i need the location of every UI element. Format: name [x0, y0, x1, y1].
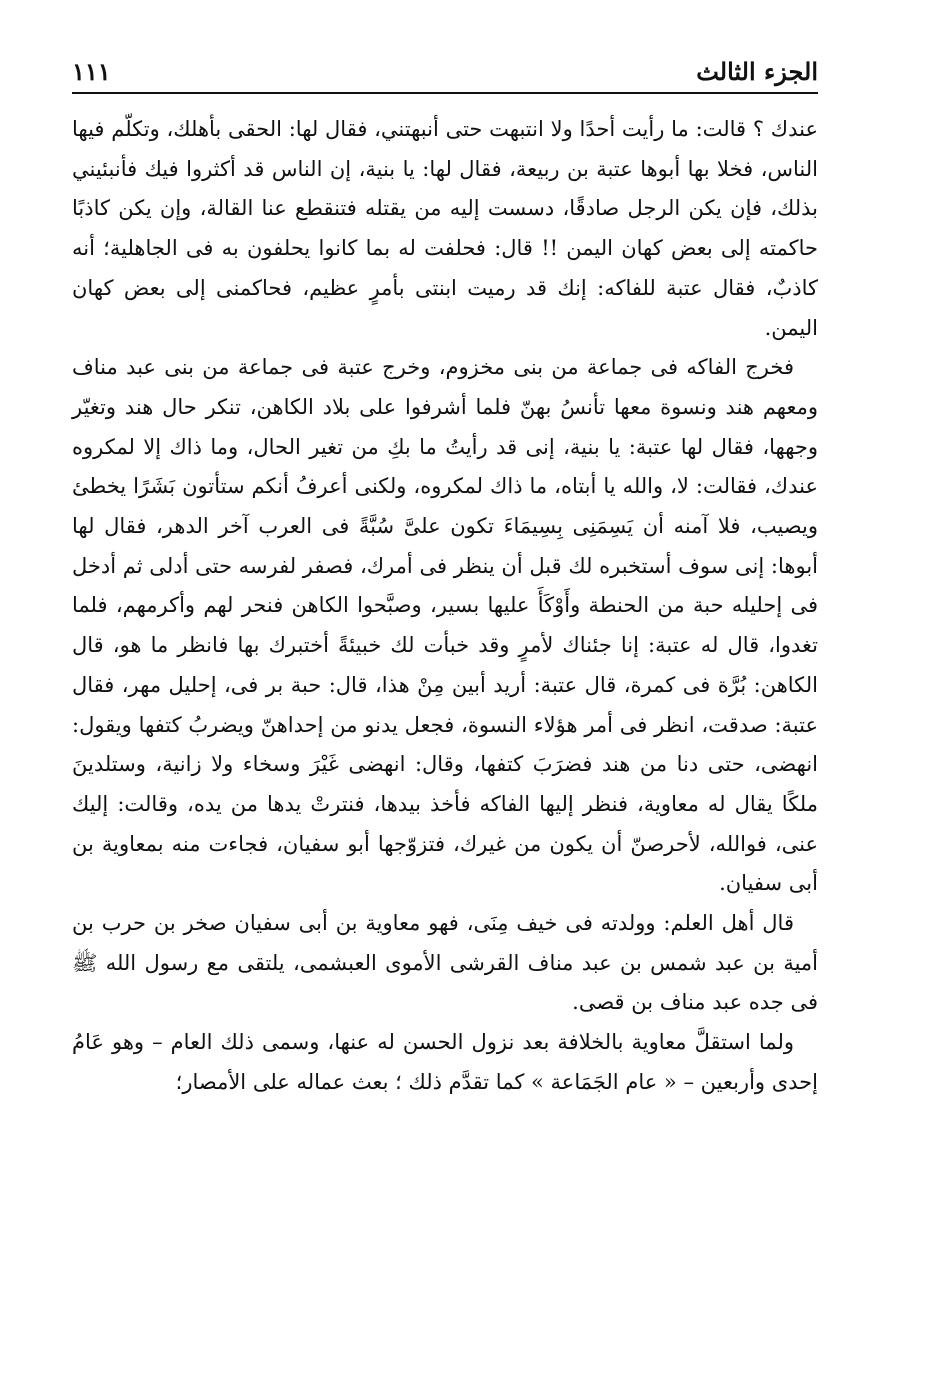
paragraph: عندك ؟ قالت: ما رأيت أحدًا ولا انتبهت حتى أنبهتني، فقال لها: الحقى بأهلك، وتكلّم فيها الناس، فخلا بها أبوها عتبة بن ربيعة، فقال لها: يا بنية، إن الناس قد أكثروا فيك فأنبئيني بذلك، فإن يكن الرجل صادقًا، دسست إليه من يقتله فتنقطع عنا القالة، وإن يكن كاذبًا حاكمته إلى بعض كهان اليمن !! قال: فحلفت له بما كانوا يحلفون به فى الجاهلية؛ أنه كاذبٌ، فقال عتبة للفاكه: إنك قد رميت ابنتى بأمرٍ عظيم، فحاكمنى إلى بعض كهان اليمن. [72, 117, 818, 340]
header-rule [72, 92, 818, 94]
paragraph: فخرج الفاكه فى جماعة من بنى مخزوم، وخرج عتبة فى جماعة من بنى عبد مناف ومعهم هند ونسوة معها تأنسُ بهنّ فلما أشرفوا على بلاد الكاهن، تنكر حال هند وتغيّر وجهها، فقال لها عتبة: يا بنية، إنى قد رأيتُ ما بكِ من تغير الحال، وما ذاك إلا لمكروه عندك، فقالت: لا، والله يا أبتاه، ما ذاك لمكروه، ولكنى أعرفُ أنكم ستأتون بَشَرًا يخطئ ويصيب، فلا آمنه أن يَسِمَنِى بِسِيمَاءَ تكون علىَّ سُبَّةً فى العرب آخر الدهر، فقال لها أبوها: إنى سوف أستخبره لك قبل أن ينظر فى أمرك، فصفر لفرسه حتى أدلى ثم أدخل فى إحليله حبة من الحنطة وأَوْكَأَ عليها بسير، وصبَّحوا الكاهن فنحر لهم وأكرمهم، فلما تغدوا، قال له عتبة: إنا جئناك لأمرٍ وقد خبأت لك خبيئةً أختبرك بها فانظر ما هو، قال الكاهن: بُرَّة فى كمرة، قال عتبة: أريد أبين مِنْ هذا، قال: حبة بر فى، إحليل مهر، فقال عتبة: صدقت، انظر فى أمر هؤلاء النسوة، فجعل يدنو من إحداهنّ ويضربُ كتفها ويقول: انهضى، حتى دنا من هند فضرَبَ كتفها، وقال: انهضى غَيْرَ وسخاء ولا زانية، وستلدينَ ملكًا يقال له معاوية، فنظر إليها الفاكه فأخذ بيدها، فنترتْ يدها من يده، وقالت: إليك عنى، فوالله، لأحرصنّ أن يكون من غيرك، فتزوّجها أبو سفيان، فجاءت منه بمعاوية بن أبى سفيان. [72, 355, 818, 896]
page-number: ١١١ [72, 57, 111, 86]
chapter-title: الجزء الثالث [696, 57, 818, 86]
paragraph: ولما استقلَّ معاوية بالخلافة بعد نزول الحسن له عنها، وسمى ذلك العام – وهو عَامُ إحدى وأربعين – « عام الجَمَاعة » كما تقدَّم ذلك ؛ بعث عماله على الأمصار؛ [72, 1030, 818, 1094]
paragraph: قال أهل العلم: وولدته فى خيف مِنَى، فهو معاوية بن أبى سفيان صخر بن حرب بن أمية بن عبد شمس بن عبد مناف القرشى الأموى العبشمى، يلتقى مع رسول الله ﷺ فى جده عبد مناف بن قصى. [72, 911, 818, 1015]
body-text [72, 110, 818, 1103]
running-head [72, 42, 818, 86]
